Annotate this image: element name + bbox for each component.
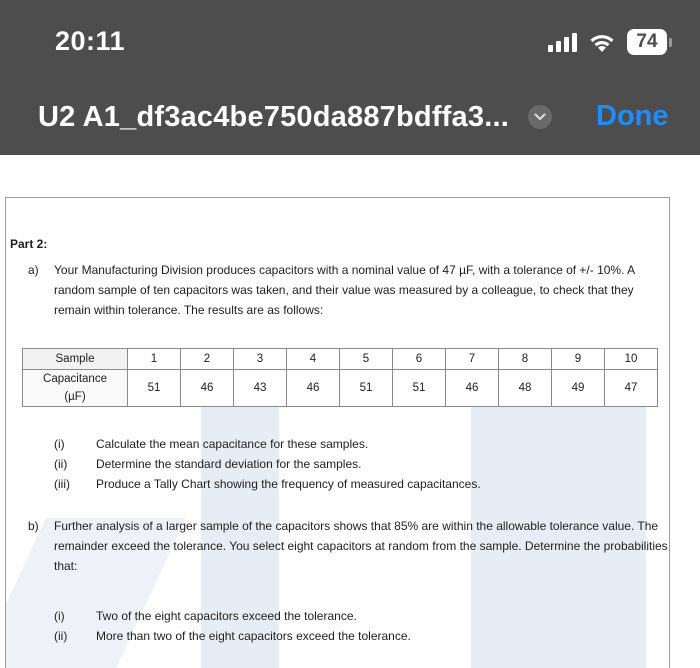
list-item	[54, 626, 411, 646]
list-item	[54, 606, 411, 626]
chevron-down-icon	[534, 113, 546, 121]
table-cell: 1	[128, 349, 181, 370]
capacitance-header	[23, 370, 128, 407]
item-text: Two of the eight capacitors exceed the tolerance.	[96, 609, 357, 623]
item-text: More than two of the eight capacitors exceed the tolerance.	[96, 629, 411, 643]
cellular-signal-icon	[548, 32, 577, 52]
table-cell: 9	[552, 349, 605, 370]
part-a-text: Your Manufacturing Division produces capacitors with a nominal value of 47 µF, with a tolerance of +/- 10%. A random sample of ten capacitors was taken, and their value was measured by a colleague, to check that they remain within tolerance. The results are as follows:	[54, 263, 635, 317]
sample-header: Sample	[23, 349, 128, 370]
table-cell: 3	[234, 349, 287, 370]
table-cell: 46	[181, 370, 234, 407]
table-row	[23, 349, 658, 370]
wifi-icon	[587, 30, 617, 54]
done-button[interactable]: Done	[596, 100, 669, 132]
item-number: (i)	[54, 437, 65, 451]
part-b-questions	[54, 606, 411, 646]
table-cell: 5	[340, 349, 393, 370]
part-a-label: a)	[28, 263, 39, 277]
table-cell: 51	[128, 370, 181, 407]
item-number: (ii)	[54, 629, 68, 643]
document-title: U2 A1_df3ac4be750da887bdffa3...	[38, 101, 509, 133]
table-cell: 49	[552, 370, 605, 407]
table-cell: 46	[446, 370, 499, 407]
item-text: Calculate the mean capacitance for these samples.	[96, 437, 369, 451]
table-cell: 51	[340, 370, 393, 407]
list-item	[54, 454, 481, 474]
table-cell: 2	[181, 349, 234, 370]
battery-icon	[627, 29, 672, 55]
table-cell: 8	[499, 349, 552, 370]
part-b-text: Further analysis of a larger sample of the capacitors shows that 85% are within the allowable tolerance value. The remainder exceed the tolerance. You select eight capacitors at random from the sample. Determine the probabilities that:	[54, 519, 668, 573]
part-a-paragraph	[28, 260, 669, 320]
item-number: (i)	[54, 609, 65, 623]
part-b-label: b)	[28, 519, 39, 533]
list-item	[54, 434, 481, 454]
table-cell: 51	[393, 370, 446, 407]
table-cell: 47	[605, 370, 658, 407]
table-cell: 43	[234, 370, 287, 407]
capacitance-table	[22, 348, 658, 407]
table-cell: 7	[446, 349, 499, 370]
table-cell: 48	[499, 370, 552, 407]
document-viewer[interactable]	[0, 155, 700, 662]
table-cell: 46	[287, 370, 340, 407]
capacitance-header-line1: Capacitance	[43, 373, 107, 385]
table-row	[23, 370, 658, 407]
capacitance-header-line2: (µF)	[64, 391, 86, 403]
part-a-questions	[54, 434, 481, 494]
item-number: (iii)	[54, 477, 70, 491]
table-cell: 10	[605, 349, 658, 370]
part-title: Part 2:	[10, 237, 48, 251]
title-menu-button[interactable]	[528, 105, 552, 129]
status-icons	[548, 27, 672, 57]
table-cell: 4	[287, 349, 340, 370]
document-page	[5, 197, 670, 668]
item-number: (ii)	[54, 457, 68, 471]
list-item	[54, 474, 481, 494]
battery-level: 74	[627, 29, 667, 55]
item-text: Produce a Tally Chart showing the frequency of measured capacitances.	[96, 477, 481, 491]
top-header	[0, 0, 700, 155]
part-b-paragraph	[28, 516, 669, 576]
item-text: Determine the standard deviation for the samples.	[96, 457, 362, 471]
table-cell: 6	[393, 349, 446, 370]
status-time: 20:11	[55, 26, 126, 56]
